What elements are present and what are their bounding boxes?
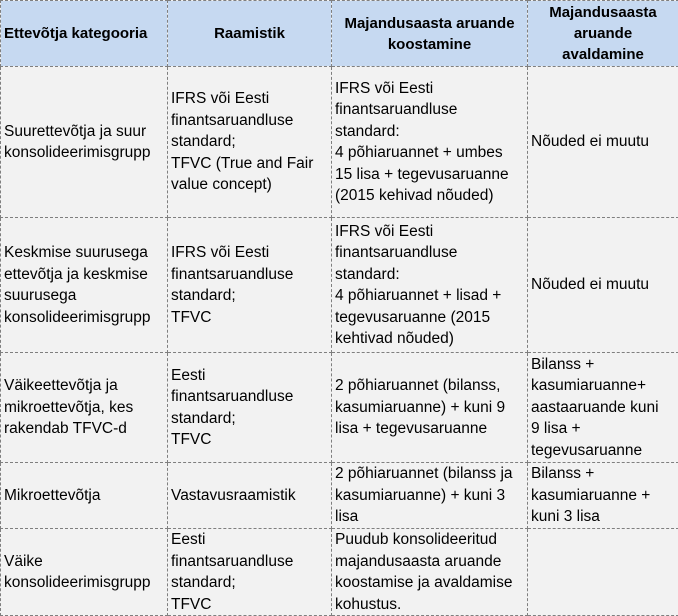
cell-category: [1, 353, 168, 463]
header-framework: Raamistik: [168, 1, 332, 67]
header-category: Ettevõtja kategooria: [1, 1, 168, 67]
cell-category: [1, 463, 168, 529]
table-row: [1, 67, 678, 218]
publication-text: Bilanss + kasumiaruanne+ aastaaruande kuni 9 lisa + tegevusaruanne: [531, 354, 675, 462]
cell-publication: [528, 529, 678, 616]
cell-preparation: [332, 67, 528, 218]
header-preparation: Majandusaasta aruande koostamine: [332, 1, 528, 67]
framework-text: IFRS või Eesti finantsaruandluse standard; TFVC: [171, 242, 328, 328]
header-row: [1, 1, 678, 67]
cell-category: [1, 529, 168, 616]
preparation-text: 2 põhiaruannet (bilanss ja kasumiaruanne) + kuni 3 lisa: [335, 463, 524, 528]
cell-publication: [528, 463, 678, 529]
cell-publication: [528, 218, 678, 353]
cell-publication: [528, 67, 678, 218]
category-text: Keskmise suurusega ettevõtja ja keskmise suurusega konsolideerimisgrupp: [4, 242, 164, 328]
cell-framework: [168, 218, 332, 353]
framework-text: Eesti finantsaruandluse standard; TFVC: [171, 365, 328, 451]
table-row: [1, 463, 678, 529]
cell-publication: [528, 353, 678, 463]
publication-text: Bilanss + kasumiaruanne + kuni 3 lisa: [531, 463, 675, 528]
cell-category: [1, 67, 168, 218]
cell-preparation: [332, 218, 528, 353]
header-publication: Majandusaasta aruande avaldamine: [528, 1, 678, 67]
cell-preparation: [332, 463, 528, 529]
category-text: Väikeettevõtja ja mikroettevõtja, kes rakendab TFVC-d: [4, 375, 164, 440]
framework-text: Eesti finantsaruandluse standard; TFVC: [171, 529, 328, 615]
publication-text: Nõuded ei muutu: [531, 131, 675, 153]
cell-category: [1, 218, 168, 353]
preparation-text: Puudub konsolideeritud majandusaasta aruande koostamise ja avaldamise kohustus.: [335, 529, 524, 615]
table-row: [1, 529, 678, 616]
preparation-text: 2 põhiaruannet (bilanss, kasumiaruanne) + kuni 9 lisa + tegevusaruanne: [335, 375, 524, 440]
publication-text: Nõuded ei muutu: [531, 274, 675, 296]
cell-framework: [168, 353, 332, 463]
cell-framework: [168, 67, 332, 218]
cell-framework: [168, 463, 332, 529]
cell-preparation: [332, 529, 528, 616]
preparation-text: IFRS või Eesti finantsaruandluse standard: 4 põhiaruannet + umbes 15 lisa + tegevusaruanne (2015 kehivad nõuded): [335, 78, 524, 207]
category-text: Suurettevõtja ja suur konsolideerimisgrupp: [4, 121, 164, 164]
framework-text: IFRS või Eesti finantsaruandluse standard; TFVC (True and Fair value concept): [171, 88, 328, 196]
category-text: Väike konsolideerimisgrupp: [4, 551, 164, 594]
cell-framework: [168, 529, 332, 616]
table-row: [1, 218, 678, 353]
preparation-text: IFRS või Eesti finantsaruandluse standard: 4 põhiaruannet + lisad + tegevusaruanne (2015 kehtivad nõuded): [335, 221, 524, 350]
framework-text: Vastavusraamistik: [171, 485, 328, 507]
table-row: [1, 353, 678, 463]
category-text: Mikroettevõtja: [4, 485, 164, 507]
cell-preparation: [332, 353, 528, 463]
